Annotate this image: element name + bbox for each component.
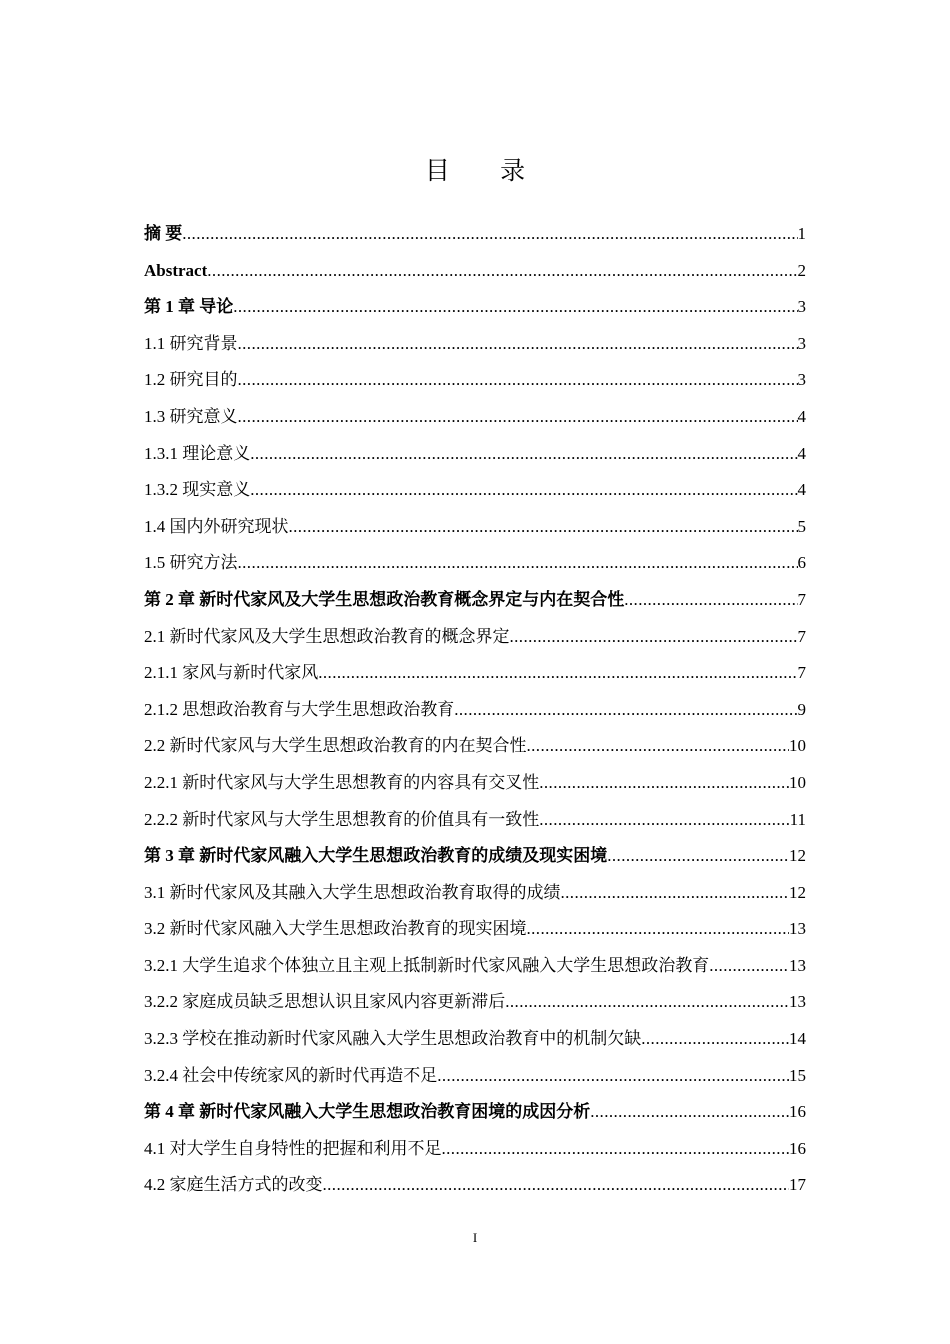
toc-entry-title: 2.2 新时代家风与大学生思想政治教育的内在契合性 [144, 736, 527, 756]
toc-entry-page-number: 2 [797, 260, 806, 280]
toc-dot-leader [607, 838, 789, 875]
toc-entry[interactable] [144, 1094, 806, 1131]
toc-entry-page-number: 7 [797, 663, 806, 683]
toc-dot-leader [323, 1167, 790, 1204]
toc-entry-title: 4.1 对大学生自身特性的把握和利用不足 [144, 1138, 442, 1158]
toc-dot-leader [289, 509, 798, 546]
toc-entry[interactable] [144, 1167, 806, 1204]
toc-title: 目 录 [424, 158, 548, 185]
toc-entry-page-number: 11 [789, 809, 806, 829]
toc-dot-leader [539, 765, 789, 802]
toc-entry-title: 3.2 新时代家风融入大学生思想政治教育的现实困境 [144, 919, 527, 939]
toc-entry[interactable] [144, 1131, 806, 1168]
toc-entry-title: 4.2 家庭生活方式的改变 [144, 1175, 323, 1195]
toc-entry[interactable] [144, 509, 806, 546]
toc-entry-page-number: 13 [789, 955, 806, 975]
toc-entry[interactable] [144, 655, 806, 692]
toc-entry-page-number: 12 [789, 846, 806, 866]
toc-dot-leader [561, 875, 790, 912]
toc-entry-title: 2.1.2 思想政治教育与大学生思想政治教育 [144, 699, 455, 719]
toc-entry[interactable] [144, 362, 806, 399]
toc-entry-title: 第 2 章 新时代家风及大学生思想政治教育概念界定与内在契合性 [144, 589, 625, 609]
toc-dot-leader [527, 911, 790, 948]
toc-dot-leader [437, 1058, 789, 1095]
page-number: I [472, 1230, 478, 1245]
toc-entry-page-number: 16 [789, 1102, 806, 1122]
toc-dot-leader [207, 253, 797, 290]
toc-entry-title: 2.2.1 新时代家风与大学生思想教育的内容具有交叉性 [144, 772, 540, 792]
toc-entry-page-number: 13 [789, 919, 806, 939]
toc-entry-title: 3.1 新时代家风及其融入大学生思想政治教育取得的成绩 [144, 882, 561, 902]
toc-entry-page-number: 14 [789, 1029, 806, 1049]
toc-entry-page-number: 9 [797, 699, 806, 719]
toc-entry-title: 1.5 研究方法 [144, 553, 238, 573]
toc-entry-title: 1.1 研究背景 [144, 333, 238, 353]
toc-dot-leader [250, 436, 797, 473]
toc-entry[interactable] [144, 436, 806, 473]
toc-dot-leader [238, 399, 798, 436]
toc-entry[interactable] [144, 1058, 806, 1095]
toc-entry-title: 1.3 研究意义 [144, 406, 238, 426]
toc-entry[interactable] [144, 472, 806, 509]
toc-entry[interactable] [144, 216, 806, 253]
toc-dot-leader [238, 326, 798, 363]
toc-dot-leader [539, 802, 789, 839]
toc-entry-page-number: 4 [797, 406, 806, 426]
toc-dot-leader [182, 216, 797, 253]
toc-dot-leader [709, 948, 789, 985]
toc-dot-leader [505, 984, 789, 1021]
toc-dot-leader [510, 619, 798, 656]
toc-entry[interactable] [144, 399, 806, 436]
toc-entry[interactable] [144, 582, 806, 619]
toc-dot-leader [442, 1131, 790, 1168]
toc-list [144, 216, 806, 1204]
toc-entry-title: Abstract [144, 260, 208, 280]
toc-entry[interactable] [144, 253, 806, 290]
toc-entry-page-number: 15 [789, 1065, 806, 1085]
toc-entry-title: 摘 要 [144, 224, 183, 243]
toc-entry-title: 3.2.3 学校在推动新时代家风融入大学生思想政治教育中的机制欠缺 [144, 1029, 642, 1049]
toc-entry-title: 1.4 国内外研究现状 [144, 516, 289, 536]
toc-entry-page-number: 4 [797, 443, 806, 463]
toc-dot-leader [590, 1094, 789, 1131]
toc-entry[interactable] [144, 545, 806, 582]
toc-entry-title: 1.3.2 现实意义 [144, 480, 251, 500]
toc-dot-leader [641, 1021, 789, 1058]
toc-entry-title: 3.2.1 大学生追求个体独立且主观上抵制新时代家风融入大学生思想政治教育 [144, 955, 710, 975]
toc-dot-leader [250, 472, 797, 509]
toc-entry[interactable] [144, 802, 806, 839]
toc-entry-page-number: 3 [797, 333, 806, 353]
toc-entry[interactable] [144, 911, 806, 948]
toc-entry[interactable] [144, 984, 806, 1021]
toc-entry[interactable] [144, 728, 806, 765]
toc-entry-page-number: 10 [789, 772, 806, 792]
toc-entry[interactable] [144, 765, 806, 802]
toc-entry-title: 第 4 章 新时代家风融入大学生思想政治教育困境的成因分析 [144, 1102, 591, 1122]
toc-dot-leader [238, 545, 798, 582]
toc-entry-page-number: 7 [797, 589, 806, 609]
toc-entry[interactable] [144, 948, 806, 985]
toc-entry[interactable] [144, 875, 806, 912]
toc-dot-leader [233, 289, 797, 326]
toc-entry-title: 1.2 研究目的 [144, 370, 238, 390]
toc-entry-page-number: 13 [789, 992, 806, 1012]
toc-entry-page-number: 7 [797, 626, 806, 646]
toc-entry[interactable] [144, 289, 806, 326]
toc-entry-page-number: 16 [789, 1138, 806, 1158]
toc-entry-page-number: 17 [789, 1175, 806, 1195]
toc-entry[interactable] [144, 1021, 806, 1058]
toc-entry-page-number: 3 [797, 370, 806, 390]
toc-entry-page-number: 5 [797, 516, 806, 536]
toc-entry[interactable] [144, 838, 806, 875]
toc-entry-page-number: 12 [789, 882, 806, 902]
toc-entry[interactable] [144, 326, 806, 363]
toc-entry-page-number: 6 [797, 553, 806, 573]
toc-entry-title: 第 1 章 导论 [144, 297, 234, 317]
toc-entry-title: 第 3 章 新时代家风融入大学生思想政治教育的成绩及现实困境 [144, 846, 608, 866]
toc-entry[interactable] [144, 692, 806, 729]
toc-entry-title: 2.1.1 家风与新时代家风 [144, 663, 319, 683]
toc-dot-leader [318, 655, 797, 692]
toc-dot-leader [238, 362, 798, 399]
toc-dot-leader [527, 728, 790, 765]
toc-dot-leader [624, 582, 797, 619]
toc-entry-page-number: 1 [797, 224, 806, 243]
toc-entry[interactable] [144, 619, 806, 656]
toc-entry-page-number: 10 [789, 736, 806, 756]
toc-entry-title: 2.1 新时代家风及大学生思想政治教育的概念界定 [144, 626, 510, 646]
toc-dot-leader [454, 692, 797, 729]
toc-entry-title: 1.3.1 理论意义 [144, 443, 251, 463]
toc-entry-page-number: 4 [797, 480, 806, 500]
toc-entry-title: 3.2.2 家庭成员缺乏思想认识且家风内容更新滞后 [144, 992, 506, 1012]
toc-entry-page-number: 3 [797, 297, 806, 317]
toc-entry-title: 2.2.2 新时代家风与大学生思想教育的价值具有一致性 [144, 809, 540, 829]
toc-entry-title: 3.2.4 社会中传统家风的新时代再造不足 [144, 1065, 438, 1085]
